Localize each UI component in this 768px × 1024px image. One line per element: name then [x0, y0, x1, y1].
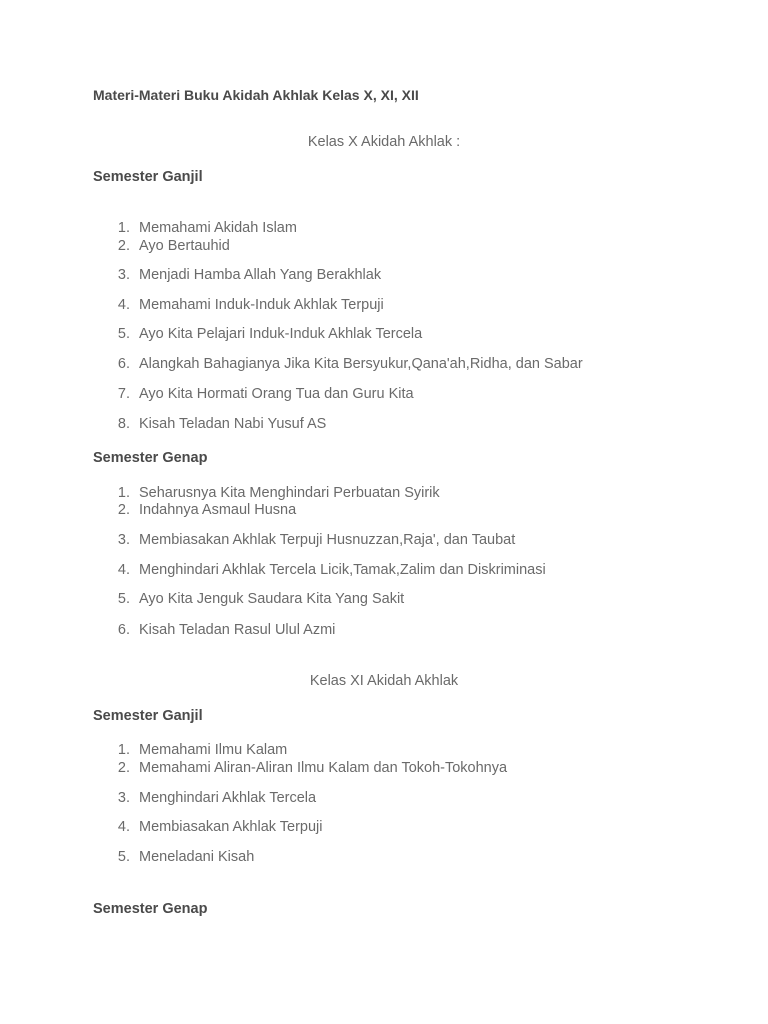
- list-item-number: 5.: [117, 591, 130, 607]
- list-item-number: 7.: [117, 386, 130, 402]
- list-item-text: Meneladani Kisah: [139, 849, 255, 865]
- list-item-number: 4.: [117, 297, 130, 313]
- list-item-text: Memahami Aliran-Aliran Ilmu Kalam dan Tokoh-Tokohnya: [139, 760, 508, 776]
- list-item-number: 6.: [117, 622, 130, 638]
- list-item-text: Membiasakan Akhlak Terpuji: [139, 819, 323, 835]
- kelas-x-heading: Kelas X Akidah Akhlak :: [307, 134, 461, 150]
- list-item-text: Memahami Ilmu Kalam: [139, 742, 288, 758]
- list-item-number: 3.: [117, 532, 130, 548]
- list-item-text: Menghindari Akhlak Tercela Licik,Tamak,Zalim dan Diskriminasi: [139, 562, 546, 578]
- list-item-text: Memahami Induk-Induk Akhlak Terpuji: [139, 297, 384, 313]
- list-item-number: 2.: [117, 238, 130, 254]
- list-item-text: Indahnya Asmaul Husna: [139, 502, 297, 518]
- kelas-xi-heading: Kelas XI Akidah Akhlak: [309, 673, 459, 689]
- list-item-number: 2.: [117, 760, 130, 776]
- list-item-text: Kisah Teladan Rasul Ulul Azmi: [139, 622, 336, 638]
- list-item-number: 3.: [117, 267, 130, 283]
- list-item-number: 4.: [117, 562, 130, 578]
- kelas-x-ganjil-heading: Semester Ganjil: [93, 169, 203, 185]
- list-item-text: Membiasakan Akhlak Terpuji Husnuzzan,Raja', dan Taubat: [139, 532, 516, 548]
- list-item-number: 2.: [117, 502, 130, 518]
- kelas-xi-ganjil-heading: Semester Ganjil: [93, 708, 203, 724]
- list-item-text: Kisah Teladan Nabi Yusuf AS: [139, 416, 327, 432]
- kelas-xi-genap-heading: Semester Genap: [93, 901, 208, 917]
- document-title: Materi-Materi Buku Akidah Akhlak Kelas X, XI, XII: [93, 87, 419, 103]
- list-item-text: Seharusnya Kita Menghindari Perbuatan Syirik: [139, 485, 440, 501]
- list-item-text: Ayo Kita Jenguk Saudara Kita Yang Sakit: [139, 591, 405, 607]
- list-item-text: Alangkah Bahagianya Jika Kita Bersyukur,Qana'ah,Ridha, dan Sabar: [139, 356, 583, 372]
- list-item-number: 5.: [117, 849, 130, 865]
- list-item-number: 4.: [117, 819, 130, 835]
- list-item-number: 1.: [117, 220, 130, 236]
- list-item-text: Menjadi Hamba Allah Yang Berakhlak: [139, 267, 382, 283]
- list-item-text: Ayo Kita Hormati Orang Tua dan Guru Kita: [139, 386, 414, 402]
- list-item-text: Memahami Akidah Islam: [139, 220, 297, 236]
- list-item-number: 1.: [117, 742, 130, 758]
- list-item-number: 6.: [117, 356, 130, 372]
- list-item-text: Menghindari Akhlak Tercela: [139, 790, 317, 806]
- list-item-number: 1.: [117, 485, 130, 501]
- list-item-number: 5.: [117, 326, 130, 342]
- list-item-text: Ayo Kita Pelajari Induk-Induk Akhlak Tercela: [139, 326, 423, 342]
- list-item-text: Ayo Bertauhid: [139, 238, 230, 254]
- kelas-x-genap-heading: Semester Genap: [93, 450, 208, 466]
- list-item-number: 3.: [117, 790, 130, 806]
- list-item-number: 8.: [117, 416, 130, 432]
